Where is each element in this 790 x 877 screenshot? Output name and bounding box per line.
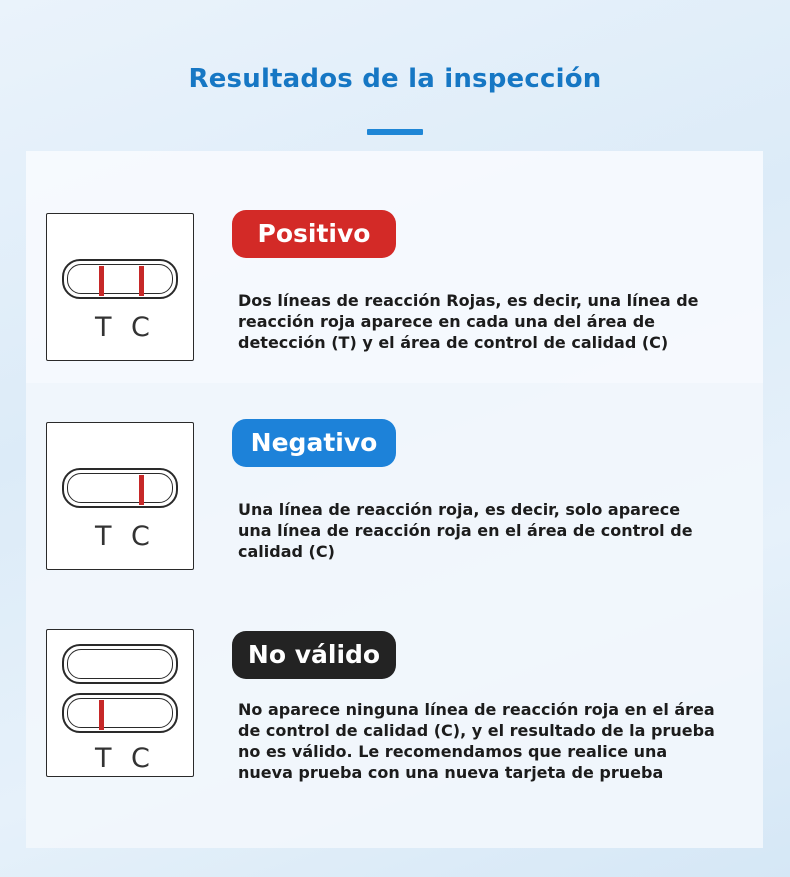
empty-window	[62, 644, 178, 684]
t-label: T	[95, 312, 112, 343]
test-card-positive	[46, 213, 194, 361]
t-line-red	[99, 700, 104, 730]
badge-invalid: No válido	[232, 631, 396, 679]
badge-positive: Positivo	[232, 210, 396, 258]
test-card-invalid	[46, 629, 194, 777]
test-card-negative	[46, 422, 194, 570]
result-window	[62, 259, 178, 299]
description-positive: Dos líneas de reacción Rojas, es decir, una línea de reacción roja aparece en cada una del área de detección (T) y el área de control de calidad (C)	[238, 291, 699, 352]
t-label: T	[95, 743, 112, 774]
page-title: Resultados de la inspección	[188, 64, 602, 94]
c-line-red	[139, 266, 144, 296]
c-label: C	[131, 312, 150, 343]
badge-negative: Negativo	[232, 419, 396, 467]
c-line-red	[139, 475, 144, 505]
result-window	[62, 693, 178, 733]
t-label: T	[95, 521, 112, 552]
description-negative: Una línea de reacción roja, es decir, solo aparece una línea de reacción roja en el área de control de calidad (C)	[238, 500, 693, 561]
c-label: C	[131, 743, 150, 774]
t-line-red	[99, 266, 104, 296]
c-label: C	[131, 521, 150, 552]
result-window	[62, 468, 178, 508]
title-underline	[367, 129, 423, 135]
description-invalid: No aparece ninguna línea de reacción roja en el área de control de calidad (C), y el resultado de la prueba no es válido. Le recomendamos que realice una nueva prueba con una nueva tarjeta de prueba	[238, 700, 715, 782]
